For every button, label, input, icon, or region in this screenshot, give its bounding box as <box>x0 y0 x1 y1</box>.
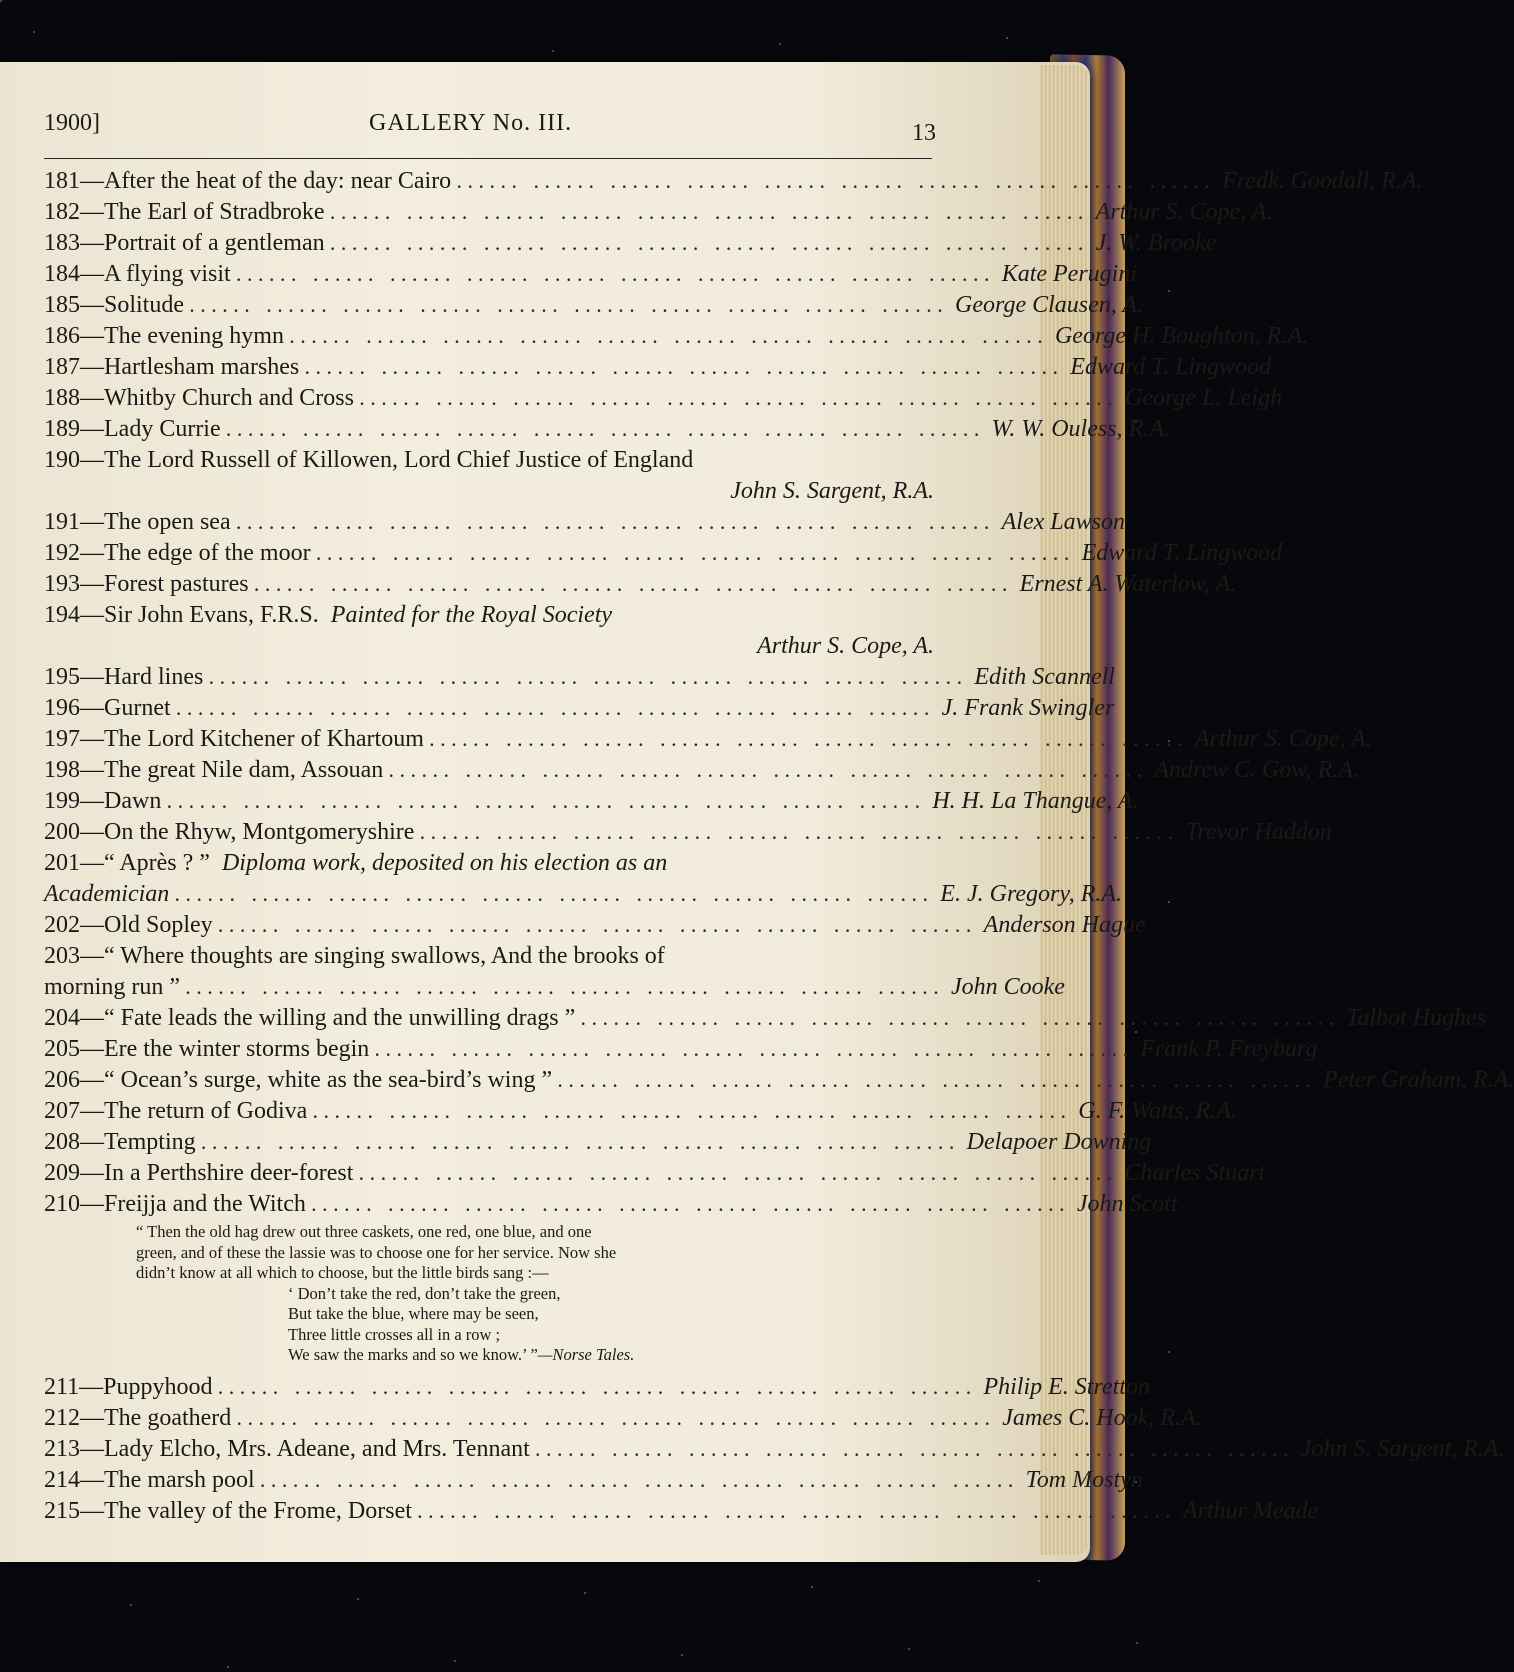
entry-title: 201—“ Après ? ” <box>44 850 210 876</box>
dot-leader: ...... ...... ...... ...... ...... ...... ...... ...... ...... ...... <box>226 423 986 440</box>
background-star <box>1136 1642 1138 1644</box>
background-star <box>1168 901 1170 903</box>
entry-artist: Edward T. Lingwood <box>1070 354 1271 380</box>
entry-title: 207—The return of Godiva <box>44 1098 308 1124</box>
entry-title: 186—The evening hymn <box>44 323 284 349</box>
entry-row <box>44 290 1143 321</box>
entry-row <box>44 817 1332 848</box>
dot-leader: ...... ...... ...... ...... ...... ...... ...... ...... ...... ...... <box>254 578 1014 595</box>
dot-leader: ...... ...... ...... ...... ...... ...... ...... ...... ...... ...... <box>236 516 996 533</box>
entry-artist: Arthur S. Cope, A. <box>1194 726 1372 752</box>
background-star <box>0 0 2 2</box>
entry-title: 192—The edge of the moor <box>44 540 311 566</box>
entry-row-continued <box>44 879 1123 910</box>
norse-tales-quote <box>136 1222 826 1366</box>
entry-artist: Peter Graham, R.A. <box>1323 1067 1514 1093</box>
entry-row <box>44 910 1146 941</box>
entry-artist: George Clausen, A. <box>955 292 1143 318</box>
entry-row <box>44 1158 1266 1189</box>
entry-title: 205—Ere the winter storms begin <box>44 1036 370 1062</box>
dot-leader: ...... ...... ...... ...... ...... ...... ...... ...... ...... ...... <box>316 547 1076 564</box>
entry-artist: G. F. Watts, R.A. <box>1078 1098 1237 1124</box>
dot-leader: ...... ...... ...... ...... ...... ...... ...... ...... ...... ...... <box>375 1043 1135 1060</box>
entry-artist: Fredk. Goodall, R.A. <box>1222 168 1423 194</box>
entry-title: 187—Hartlesham marshes <box>44 354 300 380</box>
entry-title: 208—Tempting <box>44 1129 196 1155</box>
dot-leader: ...... ...... ...... ...... ...... ...... ...... ...... ...... ...... <box>389 764 1149 781</box>
dot-leader: ...... ...... ...... ...... ...... ...... ...... ...... ...... ...... <box>167 795 927 812</box>
entry-title: 199—Dawn <box>44 788 162 814</box>
entry-artist: Andrew C. Gow, R.A. <box>1154 757 1359 783</box>
entry-title: 210—Freijja and the Witch <box>44 1191 306 1217</box>
entry-artist: John S. Sargent, R.A. <box>1300 1435 1505 1462</box>
entry-row <box>44 569 1237 600</box>
header-title: GALLERY No. III. <box>369 110 573 136</box>
entry-row <box>44 755 1359 786</box>
page-header <box>44 100 934 150</box>
dot-leader: ...... ...... ...... ...... ...... ...... ...... ...... ...... ...... <box>185 981 945 998</box>
quote-source: —Norse Tales. <box>537 1345 635 1364</box>
entry-title: 188—Whitby Church and Cross <box>44 385 354 411</box>
dot-leader: ...... ...... ...... ...... ...... ...... ...... ...... ...... ...... <box>218 919 978 936</box>
dot-leader: ...... ...... ...... ...... ...... ...... ...... ...... ...... ...... <box>311 1198 1071 1215</box>
entry-artist: George H. Boughton, R.A. <box>1054 323 1309 349</box>
entry-row <box>44 259 1138 290</box>
entry-row <box>44 321 1309 352</box>
background-star <box>227 1666 229 1668</box>
entry-artist: James C. Hook, R.A. <box>1002 1404 1202 1431</box>
entry-artist: John S. Sargent, R.A. <box>730 478 934 504</box>
dot-leader: ...... ...... ...... ...... ...... ...... ...... ...... ...... ...... <box>176 702 936 719</box>
entry-artist: W. W. Ouless, R.A. <box>991 416 1170 442</box>
header-year: 1900] <box>44 110 100 136</box>
entry-artist: E. J. Gregory, R.A. <box>940 881 1123 907</box>
entry-title: 182—The Earl of Stradbroke <box>44 199 325 225</box>
entry-row <box>44 1065 1514 1096</box>
entry-artist: Arthur Meade <box>1182 1497 1319 1524</box>
entry-artist: Frank P. Freyburg <box>1140 1036 1318 1062</box>
entry-row <box>44 197 1273 228</box>
entry-title: 194—Sir John Evans, F.R.S. <box>44 602 319 628</box>
background-star <box>811 1586 813 1588</box>
entry-artist: Arthur S. Cope, A. <box>1095 199 1273 225</box>
dot-leader: ...... ...... ...... ...... ...... ...... ...... ...... ...... ...... <box>359 1167 1119 1184</box>
entry-title: 200—On the Rhyw, Montgomeryshire <box>44 819 415 845</box>
entry-row-continued <box>44 972 1065 1003</box>
quote-verse-line: Three little crosses all in a row ; <box>288 1324 501 1344</box>
dot-leader: ...... ...... ...... ...... ...... ...... ...... ...... ...... ...... <box>535 1442 1295 1460</box>
entry-artist: J. W. Brooke <box>1095 230 1217 256</box>
entry-title: 206—“ Ocean’s surge, white as the sea-bird’s wing ” <box>44 1067 553 1093</box>
header-rule <box>44 158 932 159</box>
entry-title: 196—Gurnet <box>44 695 171 721</box>
entry-title: 202—Old Sopley <box>44 912 213 938</box>
entry-artist: Philip E. Stretton <box>983 1373 1150 1400</box>
entry-artist: Delapoer Downing <box>966 1129 1152 1155</box>
entry-row <box>44 1403 1202 1434</box>
entry-title: 211—Puppyhood <box>44 1373 213 1400</box>
entry-artist: Ernest A. Waterlow, A. <box>1019 571 1237 597</box>
entry-row <box>44 1465 1143 1496</box>
entry-artist: Alex Lawson <box>1001 509 1125 535</box>
entry-row <box>44 507 1125 538</box>
dot-leader: ...... ...... ...... ...... ...... ...... ...... ...... ...... ...... <box>260 1473 1020 1491</box>
entry-artist: Edith Scannell <box>974 664 1115 690</box>
dot-leader: ...... ...... ...... ...... ...... ...... ...... ...... ...... ...... <box>420 826 1180 843</box>
background-star <box>1168 1351 1170 1353</box>
dot-leader: ...... ...... ...... ...... ...... ...... ...... ...... ...... ...... <box>237 1411 997 1429</box>
dot-leader: ...... ...... ...... ...... ...... ...... ...... ...... ...... ...... <box>289 330 1049 347</box>
entry-row-continued <box>44 476 934 507</box>
dot-leader: ...... ...... ...... ...... ...... ...... ...... ...... ...... ...... <box>313 1105 1073 1122</box>
entry-row <box>44 352 1271 383</box>
background-star <box>552 50 554 52</box>
entry-title: 183—Portrait of a gentleman <box>44 230 325 256</box>
entry-title: 195—Hard lines <box>44 664 204 690</box>
entry-artist: Arthur S. Cope, A. <box>757 633 934 659</box>
entry-row <box>44 383 1283 414</box>
entry-row <box>44 445 934 476</box>
entry-row-continued <box>44 631 934 662</box>
entry-artist: Kate Perugini <box>1001 261 1138 287</box>
entry-title: 214—The marsh pool <box>44 1466 255 1493</box>
background-star <box>130 1604 132 1606</box>
entry-row <box>44 1003 1487 1034</box>
dot-leader: ...... ...... ...... ...... ...... ...... ...... ...... ...... ...... <box>236 268 996 285</box>
entry-row <box>44 1372 1150 1403</box>
entry-row <box>44 786 1139 817</box>
page-number: 13 <box>912 120 936 146</box>
entry-row <box>44 1127 1152 1158</box>
entry-note: Diploma work, deposited on his election as an <box>209 850 668 876</box>
background-star <box>33 31 35 33</box>
dot-leader: ...... ...... ...... ...... ...... ...... ...... ...... ...... ...... <box>218 1380 978 1398</box>
entry-artist: H. H. La Thangue, A. <box>932 788 1139 814</box>
entry-row <box>44 600 934 631</box>
entry-title: 204—“ Fate leads the willing and the unwilling drags ” <box>44 1005 576 1031</box>
entry-artist: Tom Mostyn <box>1025 1466 1143 1493</box>
entry-row <box>44 1034 1318 1065</box>
quote-line: didn’t know at all which to choose, but the little birds sang :— <box>136 1263 549 1282</box>
entry-title: 212—The goatherd <box>44 1404 232 1431</box>
background-star <box>357 1598 359 1600</box>
entry-title: 189—Lady Currie <box>44 416 221 442</box>
dot-leader: ...... ...... ...... ...... ...... ...... ...... ...... ...... ...... <box>417 1504 1177 1522</box>
entry-title: 193—Forest pastures <box>44 571 249 597</box>
quote-line: green, and of these the lassie was to choose one for her service. Now she <box>136 1242 617 1262</box>
entry-row <box>44 662 1115 693</box>
entry-artist: Trevor Haddon <box>1185 819 1332 845</box>
dot-leader: ...... ...... ...... ...... ...... ...... ...... ...... ...... ...... <box>457 175 1217 192</box>
dot-leader: ...... ...... ...... ...... ...... ...... ...... ...... ...... ...... <box>359 392 1119 409</box>
entry-artist: George L. Leigh <box>1124 385 1283 411</box>
entry-row <box>44 848 934 879</box>
entry-title: 203—“ Where thoughts are singing swallows, And the brooks of <box>44 943 665 969</box>
entry-row <box>44 1189 1178 1220</box>
entry-row <box>44 693 1115 724</box>
dot-leader: ...... ...... ...... ...... ...... ...... ...... ...... ...... ...... <box>581 1012 1341 1029</box>
quote-line: “ Then the old hag drew out three caskets, one red, one blue, and one <box>136 1222 592 1241</box>
entry-title: 198—The great Nile dam, Assouan <box>44 757 384 783</box>
background-star <box>584 1592 586 1594</box>
dot-leader: ...... ...... ...... ...... ...... ...... ...... ...... ...... ...... <box>558 1074 1318 1091</box>
dot-leader: ...... ...... ...... ...... ...... ...... ...... ...... ...... ...... <box>201 1136 961 1153</box>
background-star <box>1168 290 1170 292</box>
background-star <box>454 1660 456 1662</box>
background-star <box>779 43 781 45</box>
entry-row <box>44 228 1217 259</box>
entry-artist: John Cooke <box>950 974 1065 1000</box>
entry-artist: Anderson Hague <box>983 912 1146 938</box>
entry-note: Academician <box>44 881 170 907</box>
dot-leader: ...... ...... ...... ...... ...... ...... ...... ...... ...... ...... <box>175 888 935 905</box>
entry-title: 215—The valley of the Frome, Dorset <box>44 1497 412 1524</box>
entry-row <box>44 724 1372 755</box>
background-star <box>1006 37 1008 39</box>
entry-title: 213—Lady Elcho, Mrs. Adeane, and Mrs. Tennant <box>44 1435 530 1462</box>
entry-row <box>44 414 1170 445</box>
entry-artist: Talbot Hughes <box>1346 1005 1487 1031</box>
dot-leader: ...... ...... ...... ...... ...... ...... ...... ...... ...... ...... <box>330 206 1090 223</box>
entry-row <box>44 1096 1237 1127</box>
catalogue-page <box>44 100 1514 1540</box>
dot-leader: ...... ...... ...... ...... ...... ...... ...... ...... ...... ...... <box>330 237 1090 254</box>
background-star <box>1038 1580 1040 1582</box>
entry-row <box>44 166 1423 197</box>
entry-list <box>44 166 1514 1527</box>
quote-verse-line: We saw the marks and so we know.’ ”—Norse Tales. <box>288 1345 635 1364</box>
dot-leader: ...... ...... ...... ...... ...... ...... ...... ...... ...... ...... <box>209 671 969 688</box>
dot-leader: ...... ...... ...... ...... ...... ...... ...... ...... ...... ...... <box>190 299 950 316</box>
entry-artist: Charles Stuart <box>1124 1160 1266 1186</box>
entry-title: 209—In a Perthshire deer-forest <box>44 1160 354 1186</box>
background-star <box>681 1654 683 1656</box>
entry-title: 191—The open sea <box>44 509 231 535</box>
entry-note: Painted for the Royal Society <box>318 602 613 628</box>
quote-verse-line: ‘ Don’t take the red, don’t take the green, <box>288 1283 561 1303</box>
dot-leader: ...... ...... ...... ...... ...... ...... ...... ...... ...... ...... <box>429 733 1189 750</box>
entry-row <box>44 1496 1319 1527</box>
background-star <box>908 1648 910 1650</box>
entry-row <box>44 941 934 972</box>
entry-title: 184—A flying visit <box>44 261 231 287</box>
entry-title: 190—The Lord Russell of Killowen, Lord Chief Justice of England <box>44 447 694 473</box>
entry-title: 181—After the heat of the day: near Cairo <box>44 168 452 194</box>
entry-artist: John Scott <box>1076 1191 1178 1217</box>
dot-leader: ...... ...... ...... ...... ...... ...... ...... ...... ...... ...... <box>305 361 1065 378</box>
entry-artist: J. Frank Swingler <box>941 695 1115 721</box>
entry-title: morning run ” <box>44 974 180 1000</box>
entry-row <box>44 538 1283 569</box>
quote-verse-line: But take the blue, where may be seen, <box>288 1304 539 1323</box>
entry-title: 197—The Lord Kitchener of Khartoum <box>44 726 424 752</box>
entry-row <box>44 1434 1505 1465</box>
entry-title: 185—Solitude <box>44 292 185 318</box>
entry-artist: Edward T. Lingwood <box>1081 540 1283 566</box>
